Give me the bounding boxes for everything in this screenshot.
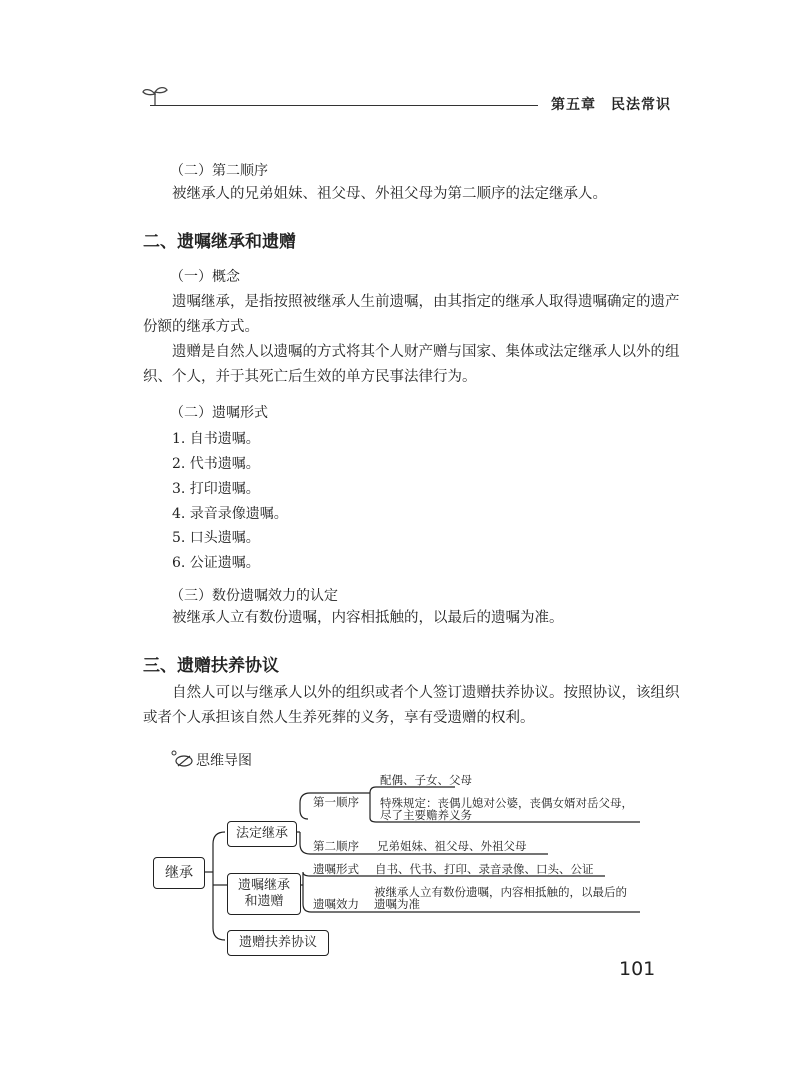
mindmap-special-rule: 特殊规定：丧偶儿媳对公婆，丧偶女婿对岳父母， bbox=[380, 796, 633, 810]
chapter-title: 第五章 民法常识 bbox=[551, 97, 671, 113]
mindmap-first-order-members: 配偶、子女、父母 bbox=[380, 773, 472, 787]
mindmap-heading: 思维导图 bbox=[196, 753, 252, 769]
list-item: 5. 口头遗嘱。 bbox=[172, 530, 260, 546]
subsection-title: （二）遗嘱形式 bbox=[170, 405, 268, 421]
mindmap-special-rule: 尽了主要赡养义务 bbox=[380, 808, 472, 822]
list-item: 4. 录音录像遗嘱。 bbox=[172, 506, 288, 522]
mindmap-will-form-items: 自书、代书、打印、录音录像、口头、公证 bbox=[375, 862, 594, 876]
mindmap-second-order-members: 兄弟姐妹、祖父母、外祖父母 bbox=[377, 839, 527, 853]
paragraph-line: 份额的继承方式。 bbox=[143, 319, 259, 335]
paragraph-line: 或者个人承担该自然人生养死葬的义务，享有受遗赠的权利。 bbox=[143, 710, 535, 726]
section-title: 二、遗嘱继承和遗赠 bbox=[143, 232, 296, 252]
list-item: 3. 打印遗嘱。 bbox=[172, 481, 260, 497]
paragraph: 被继承人立有数份遗嘱，内容相抵触的，以最后的遗嘱为准。 bbox=[172, 610, 564, 626]
mindmap-will-form: 遗嘱形式 bbox=[313, 862, 359, 876]
paragraph-line: 自然人可以与继承人以外的组织或者个人签订遗赠扶养协议。按照协议，该组织 bbox=[172, 685, 680, 701]
subsection-title: （二）第二顺序 bbox=[170, 163, 268, 179]
mindmap-node-legal-inheritance: 法定继承 bbox=[227, 821, 297, 847]
list-item: 6. 公证遗嘱。 bbox=[172, 555, 260, 571]
mindmap-second-order: 第二顺序 bbox=[313, 839, 359, 853]
mindmap-first-order: 第一顺序 bbox=[313, 795, 359, 809]
mindmap-node-agreement: 遗赠扶养协议 bbox=[227, 930, 329, 956]
list-item: 2. 代书遗嘱。 bbox=[172, 456, 260, 472]
list-item: 1. 自书遗嘱。 bbox=[172, 431, 260, 447]
paragraph: 被继承人的兄弟姐妹、祖父母、外祖父母为第二顺序的法定继承人。 bbox=[172, 186, 607, 202]
mindmap-node-will-inheritance: 遗嘱继承 和遗赠 bbox=[227, 873, 301, 915]
mindmap-root-node: 继承 bbox=[153, 857, 205, 889]
mindmap-will-effect: 遗嘱效力 bbox=[313, 897, 359, 911]
page-number: 101 bbox=[619, 958, 656, 980]
paragraph-line: 遗嘱继承，是指按照被继承人生前遗嘱，由其指定的继承人取得遗嘱确定的遗产 bbox=[172, 294, 680, 310]
subsection-title: （三）数份遗嘱效力的认定 bbox=[170, 588, 338, 604]
subsection-title: （一）概念 bbox=[170, 269, 240, 285]
mindmap-will-effect-text: 被继承人立有数份遗嘱，内容相抵触的，以最后的 bbox=[374, 885, 627, 899]
section-title: 三、遗赠扶养协议 bbox=[143, 656, 279, 676]
mindmap-will-effect-text: 遗嘱为准 bbox=[374, 897, 420, 911]
paragraph-line: 织、个人，并于其死亡后生效的单方民事法律行为。 bbox=[143, 369, 477, 385]
paragraph-line: 遗赠是自然人以遗嘱的方式将其个人财产赠与国家、集体或法定继承人以外的组 bbox=[172, 344, 680, 360]
